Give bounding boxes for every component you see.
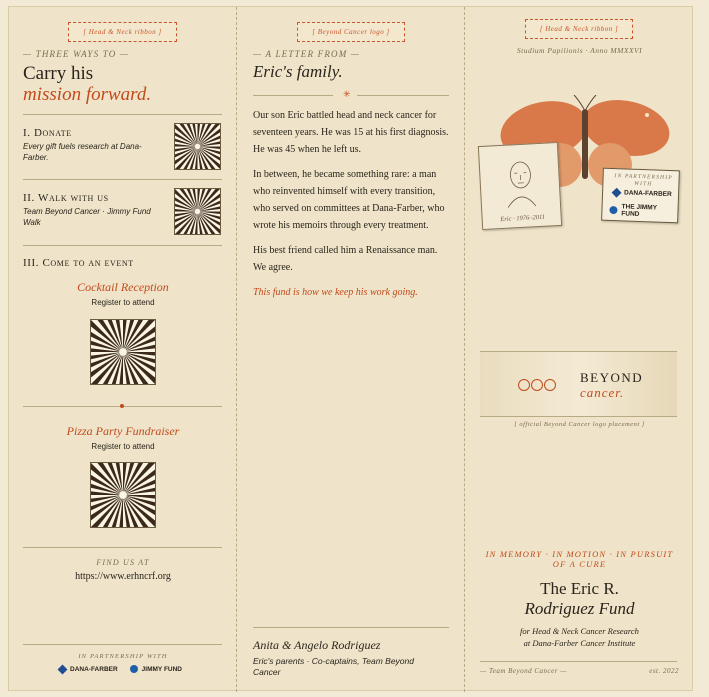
letter-paragraph: In between, he became something rare: a man who reinvented himself with every transition, who served on committees at Dana-Farber, who wrote his memoirs through every treatment. xyxy=(253,169,445,231)
fund-description-line: at Dana-Farber Cancer Institute xyxy=(523,638,636,648)
event-title: III. Come to an event xyxy=(23,257,134,269)
fund-name xyxy=(465,579,694,619)
divider xyxy=(23,114,222,115)
fund-description xyxy=(465,625,694,649)
fund-description-line: for Head & Neck Cancer Research xyxy=(520,626,639,636)
find-us-label: FIND US AT xyxy=(96,558,150,567)
dana-farber-logo xyxy=(59,665,118,673)
partnership-card xyxy=(601,168,680,224)
ribbon-placeholder: [ Head & Neck ribbon ] xyxy=(68,22,177,42)
partnership-label: IN PARTNERSHIP WITH xyxy=(614,173,673,188)
team-footer: — Team Beyond Cancer — xyxy=(480,667,567,675)
letter-headline: Eric's family. xyxy=(253,62,343,81)
divider xyxy=(253,627,449,628)
diamond-icon xyxy=(58,664,68,674)
jimmy-fund-logo xyxy=(609,203,657,219)
cocktail-qr-code[interactable] xyxy=(90,319,156,385)
donate-title: I. Donate xyxy=(23,127,72,139)
donate-sub: Every gift fuels research at Dana-Farber. xyxy=(23,142,142,162)
jimmy-fund-label: THE JIMMY FUND xyxy=(621,203,658,218)
pizza-party-register: Register to attend xyxy=(91,442,155,451)
portrait-caption: Eric · 1976–2011 xyxy=(500,213,546,224)
portrait-card xyxy=(478,142,562,230)
dana-farber-label: DANA-FARBER xyxy=(70,665,118,673)
signature-sub: Eric's parents · Co-captains, Team Beyond Cancer xyxy=(253,656,414,677)
ornament-icon: ✳ xyxy=(343,89,351,99)
headline xyxy=(23,63,151,105)
diamond-icon xyxy=(612,188,622,198)
beyond-cancer-logo xyxy=(480,351,677,417)
panel-ways-to-help xyxy=(9,7,237,692)
divider-left xyxy=(253,95,333,96)
donate-qr-code[interactable] xyxy=(174,123,221,170)
divider-right xyxy=(357,95,449,96)
dana-farber-logo xyxy=(613,189,672,198)
fund-name-line-2: Rodriguez Fund xyxy=(524,599,635,618)
cocktail-reception-name: Cocktail Reception xyxy=(77,280,169,294)
jimmy-fund-icon xyxy=(130,665,138,673)
panel-letter xyxy=(237,7,465,692)
walk-title: II. Walk with us xyxy=(23,192,109,204)
jimmy-fund-label: JIMMY FUND xyxy=(141,665,182,673)
section-kicker: — A LETTER FROM — xyxy=(253,49,361,59)
headline-line-1: Carry his xyxy=(23,63,94,84)
established-year: est. 2022 xyxy=(649,667,679,675)
memory-tagline xyxy=(465,549,694,569)
divider xyxy=(480,661,677,662)
dana-farber-label: DANA-FARBER xyxy=(623,189,672,199)
walk-sub: Team Beyond Cancer · Jimmy Fund Walk xyxy=(23,207,151,227)
memory-tagline-line: OF A CURE xyxy=(552,559,607,569)
pizza-party-qr-code[interactable] xyxy=(90,462,156,528)
jimmy-fund-icon xyxy=(609,206,617,214)
logo-placeholder: [ Beyond Cancer logo ] xyxy=(297,22,405,42)
partnership-label: IN PARTNERSHIP WITH xyxy=(78,653,168,660)
letter-closing: This fund is how we keep his work going. xyxy=(253,287,418,298)
divider xyxy=(23,179,222,180)
pizza-party-name: Pizza Party Fundraiser xyxy=(66,424,180,438)
letter-body xyxy=(253,107,451,309)
studium-line: Studium Papilionis · Anno MMXXVI xyxy=(516,46,643,55)
divider xyxy=(23,644,222,645)
logo-word-beyond: BEYOND xyxy=(580,370,644,385)
fund-name-line-1: The Eric R. xyxy=(540,579,619,598)
portrait-sketch-icon xyxy=(500,156,543,208)
letter-paragraph: His best friend called him a Renaissance man. We agree. xyxy=(253,245,438,273)
ribbon-placeholder: [ Head & Neck ribbon ] xyxy=(525,19,633,39)
headline-line-2: mission forward. xyxy=(23,84,152,105)
jimmy-fund-logo xyxy=(130,665,182,673)
divider-dot xyxy=(120,404,124,408)
website-link[interactable]: https://www.erhncrf.org xyxy=(75,571,171,582)
logo-caption: [ official Beyond Cancer logo placement ] xyxy=(514,421,645,428)
memory-tagline-line: IN MEMORY · IN MOTION · IN PURSUIT xyxy=(485,549,674,559)
brochure-page xyxy=(8,6,693,691)
signature: Anita & Angelo Rodriguez xyxy=(253,638,381,652)
panel-cover xyxy=(465,7,694,692)
letter-paragraph: Our son Eric battled head and neck cancer for seventeen years. He was 15 at his first diagnosis. He was 45 when he left us. xyxy=(253,110,449,155)
section-kicker: — THREE WAYS TO — xyxy=(23,49,130,59)
logo-word-cancer: cancer. xyxy=(580,385,625,400)
divider xyxy=(23,245,222,246)
partner-logos xyxy=(59,665,182,673)
linked-rings-icon xyxy=(518,379,556,391)
divider xyxy=(23,547,222,548)
walk-qr-code[interactable] xyxy=(174,188,221,235)
cocktail-reception-register: Register to attend xyxy=(91,298,155,307)
